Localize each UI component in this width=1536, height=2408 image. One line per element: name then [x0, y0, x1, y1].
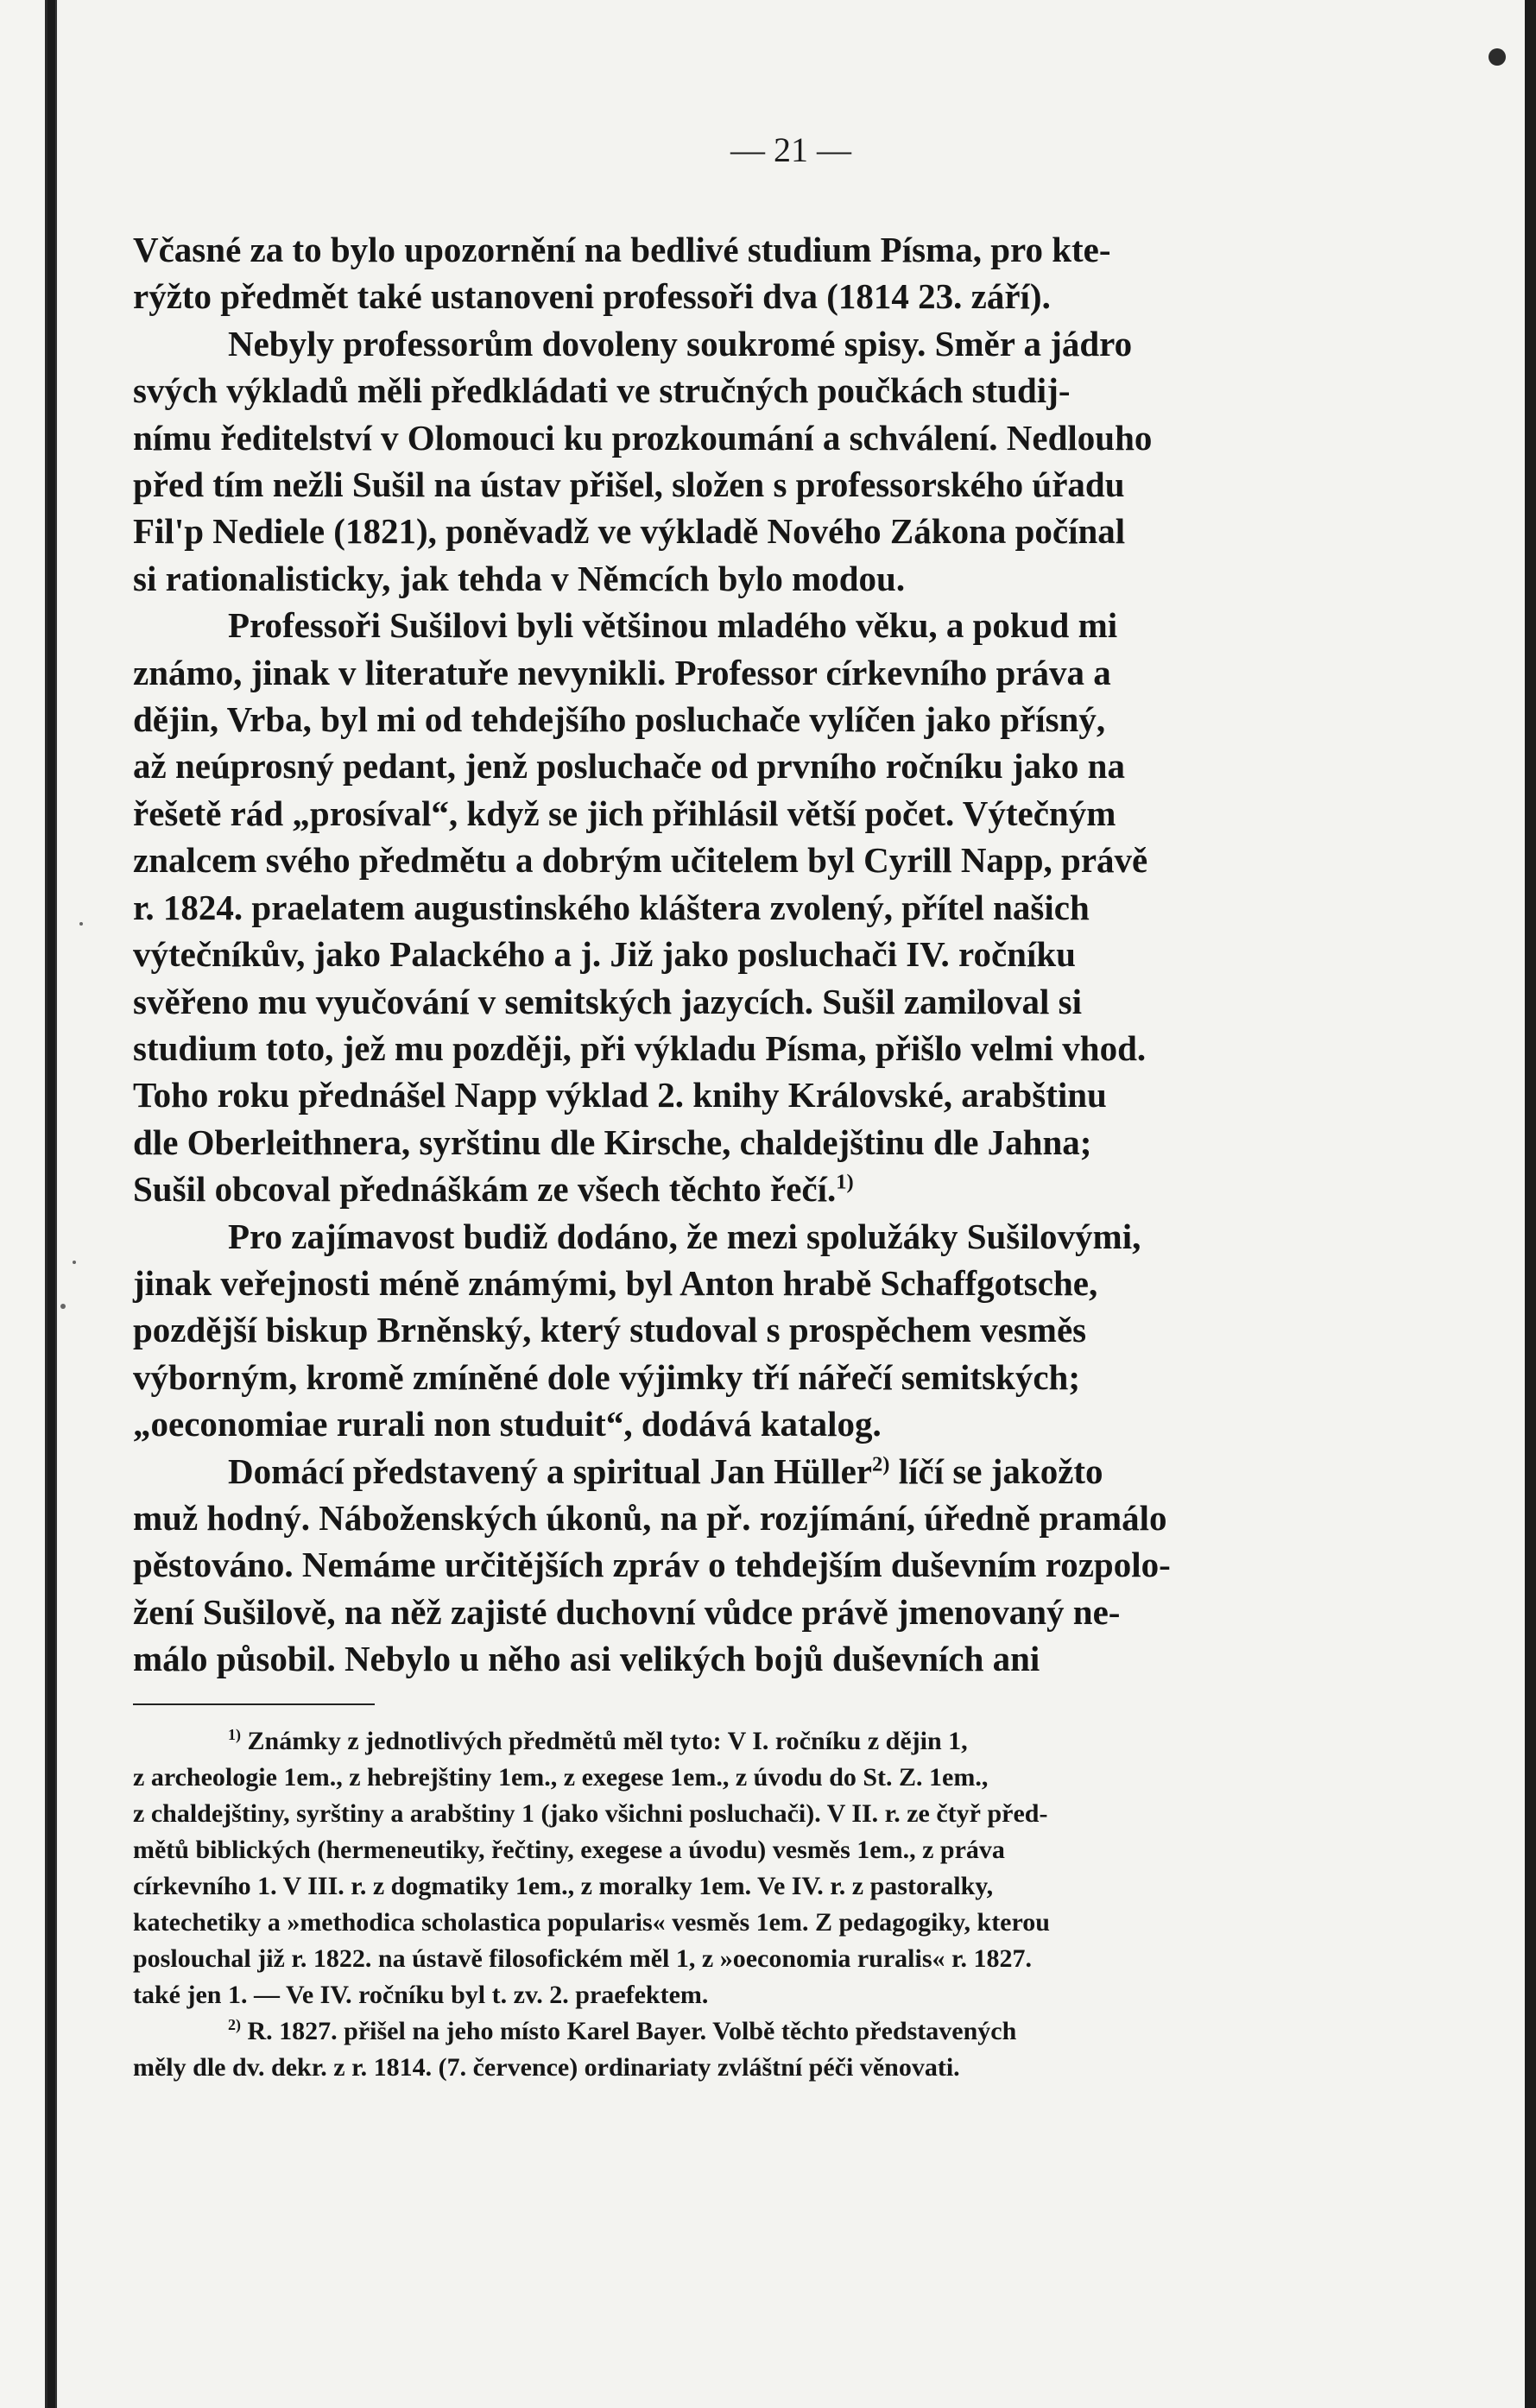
footnote-ref[interactable]: 1): [836, 1170, 854, 1194]
footnotes: [133, 1723, 1332, 2086]
footnote-2: $^{2)}$ R. 1827. přišel na jeho místo Karel Bayer. Volbě těchto představených měly dle dv. dekr. z r. 1814. (7. července) ordinariaty zvláštní péči věnovati.: [133, 2016, 1017, 2082]
scan-speck: [73, 1261, 76, 1264]
footnote-mark: 1): [228, 1726, 241, 1744]
footnote-1: $^{1)}$ Známky z jednotlivých předmětů měl tyto: V I. ročníku z dějin 1, z archeologie 1em., z hebrejštiny 1em., z exegese 1em., z úvodu do St. Z. 1em., z chaldejštiny, syrštiny a arabštiny 1 (jako všichni posluchači). V II. r. ze čtyř před- mětů biblických (hermeneutiky, řečtiny, exegese a úvodu) vesměs 1em., z práva církevního 1. V III. r. z dogmatiky 1em., z moralky 1em. Ve IV. r. z pastoralky, katechetiky a »methodica scholastica popularis« vesměs 1em. Z pedagogiky, kterou poslouchal již r. 1822. na ústavě filosofickém měl 1, z »oeconomia ruralis« r. 1827. také jen 1. — Ve IV. ročníku byl t. zv. 2. praefektem.: [133, 1726, 1050, 2009]
scan-speck: [60, 1304, 66, 1309]
binding-hole: [1489, 48, 1506, 66]
footnote-ref[interactable]: 2): [871, 1451, 890, 1476]
paragraph: Pro zajímavost budiž dodáno, že mezi spolužáky Sušilovými, jinak veřejnosti méně známými, byl Anton hrabě Schaffgotsche, pozdější biskup Brněnský, který studoval s prospěchem vesměs výborným, kromě zmíněné dole výjimky tří nářečí semitských; „oeconomiae rurali non studuit“, dodává katalog.: [133, 1216, 1141, 1444]
paragraph: Včasné za to bylo upozornění na bedlivé studium Písma, pro kte- rýžto předmět také ustanoveni professoři dva (1814 23. září). Nebyly professorům dovoleny soukromé spisy. Směr a jádro svých výkladů měli předkládati ve stručných poučkách studij- nímu ředitelství v Olomouci ku prozkoumání a schválení. Nedlouho před tím nežli Sušil na ústav přišel, složen s professorského úřadu Fil'p Nediele (1821), poněvadž ve výkladě Nového Zákona počínal si rationalisticky, jak tehda v Němcích bylo modou.: [133, 230, 1153, 598]
paragraph: Professoři Sušilovi byli většinou mladého věku, a pokud mi známo, jinak v literatuře nevynikli. Professor církevního práva a dějin, Vrba, byl mi od tehdejšího posluchače vylíčen jako přísný, až neúprosný pedant, jenž posluchače od prvního ročníku jako na řešetě rád „prosíval“, když se jich přihlásil větší počet. Výtečným znalcem svého předmětu a dobrým učitelem byl Cyrill Napp, právě r. 1824. praelatem augustinského kláštera zvolený, přítel našich výtečníkův, jako Palackého a j. Již jako posluchači IV. ročníku svěřeno mu vyučování v semitských jazycích. Sušil zamiloval si studium toto, jež mu později, při výkladu Písma, přišlo velmi vhod. Toho roku přednášel Napp výklad 2. knihy Královské, arabštinu dle Oberleithnera, syrštinu dle Kirsche, chaldejštinu dle Jahna; Sušil obcoval přednáškám ze všech těchto řečí.$^{1)}$: [133, 602, 1332, 1212]
footnote-rule: [133, 1703, 375, 1705]
main-text: [133, 226, 1332, 1683]
scan-speck: [79, 922, 83, 926]
left-page-edge: [0, 0, 47, 2408]
footnote-mark: 2): [228, 2016, 241, 2034]
paragraph: Domácí představený a spiritual Jan Hüller$^{2)}$ líčí se jakožto muž hodný. Náboženských úkonů, na př. rozjímání, úředně pramálo pěstováno. Nemáme určitějších zpráv o tehdejším duševním rozpolo- žení Sušilově, na něž zajisté duchovní vůdce právě jmenovaný ne- málo působil. Nebylo u něho asi velikých bojů duševních ani: [133, 1448, 1332, 1683]
text-line: Sušil obcoval přednáškám ze všech těchto řečí.$^{1)}$: [133, 1169, 854, 1210]
text-line: Domácí představený a spiritual Jan Hüller$^{2)}$ líčí se jakožto: [228, 1450, 1103, 1491]
page-number: — 21 —: [730, 130, 851, 169]
